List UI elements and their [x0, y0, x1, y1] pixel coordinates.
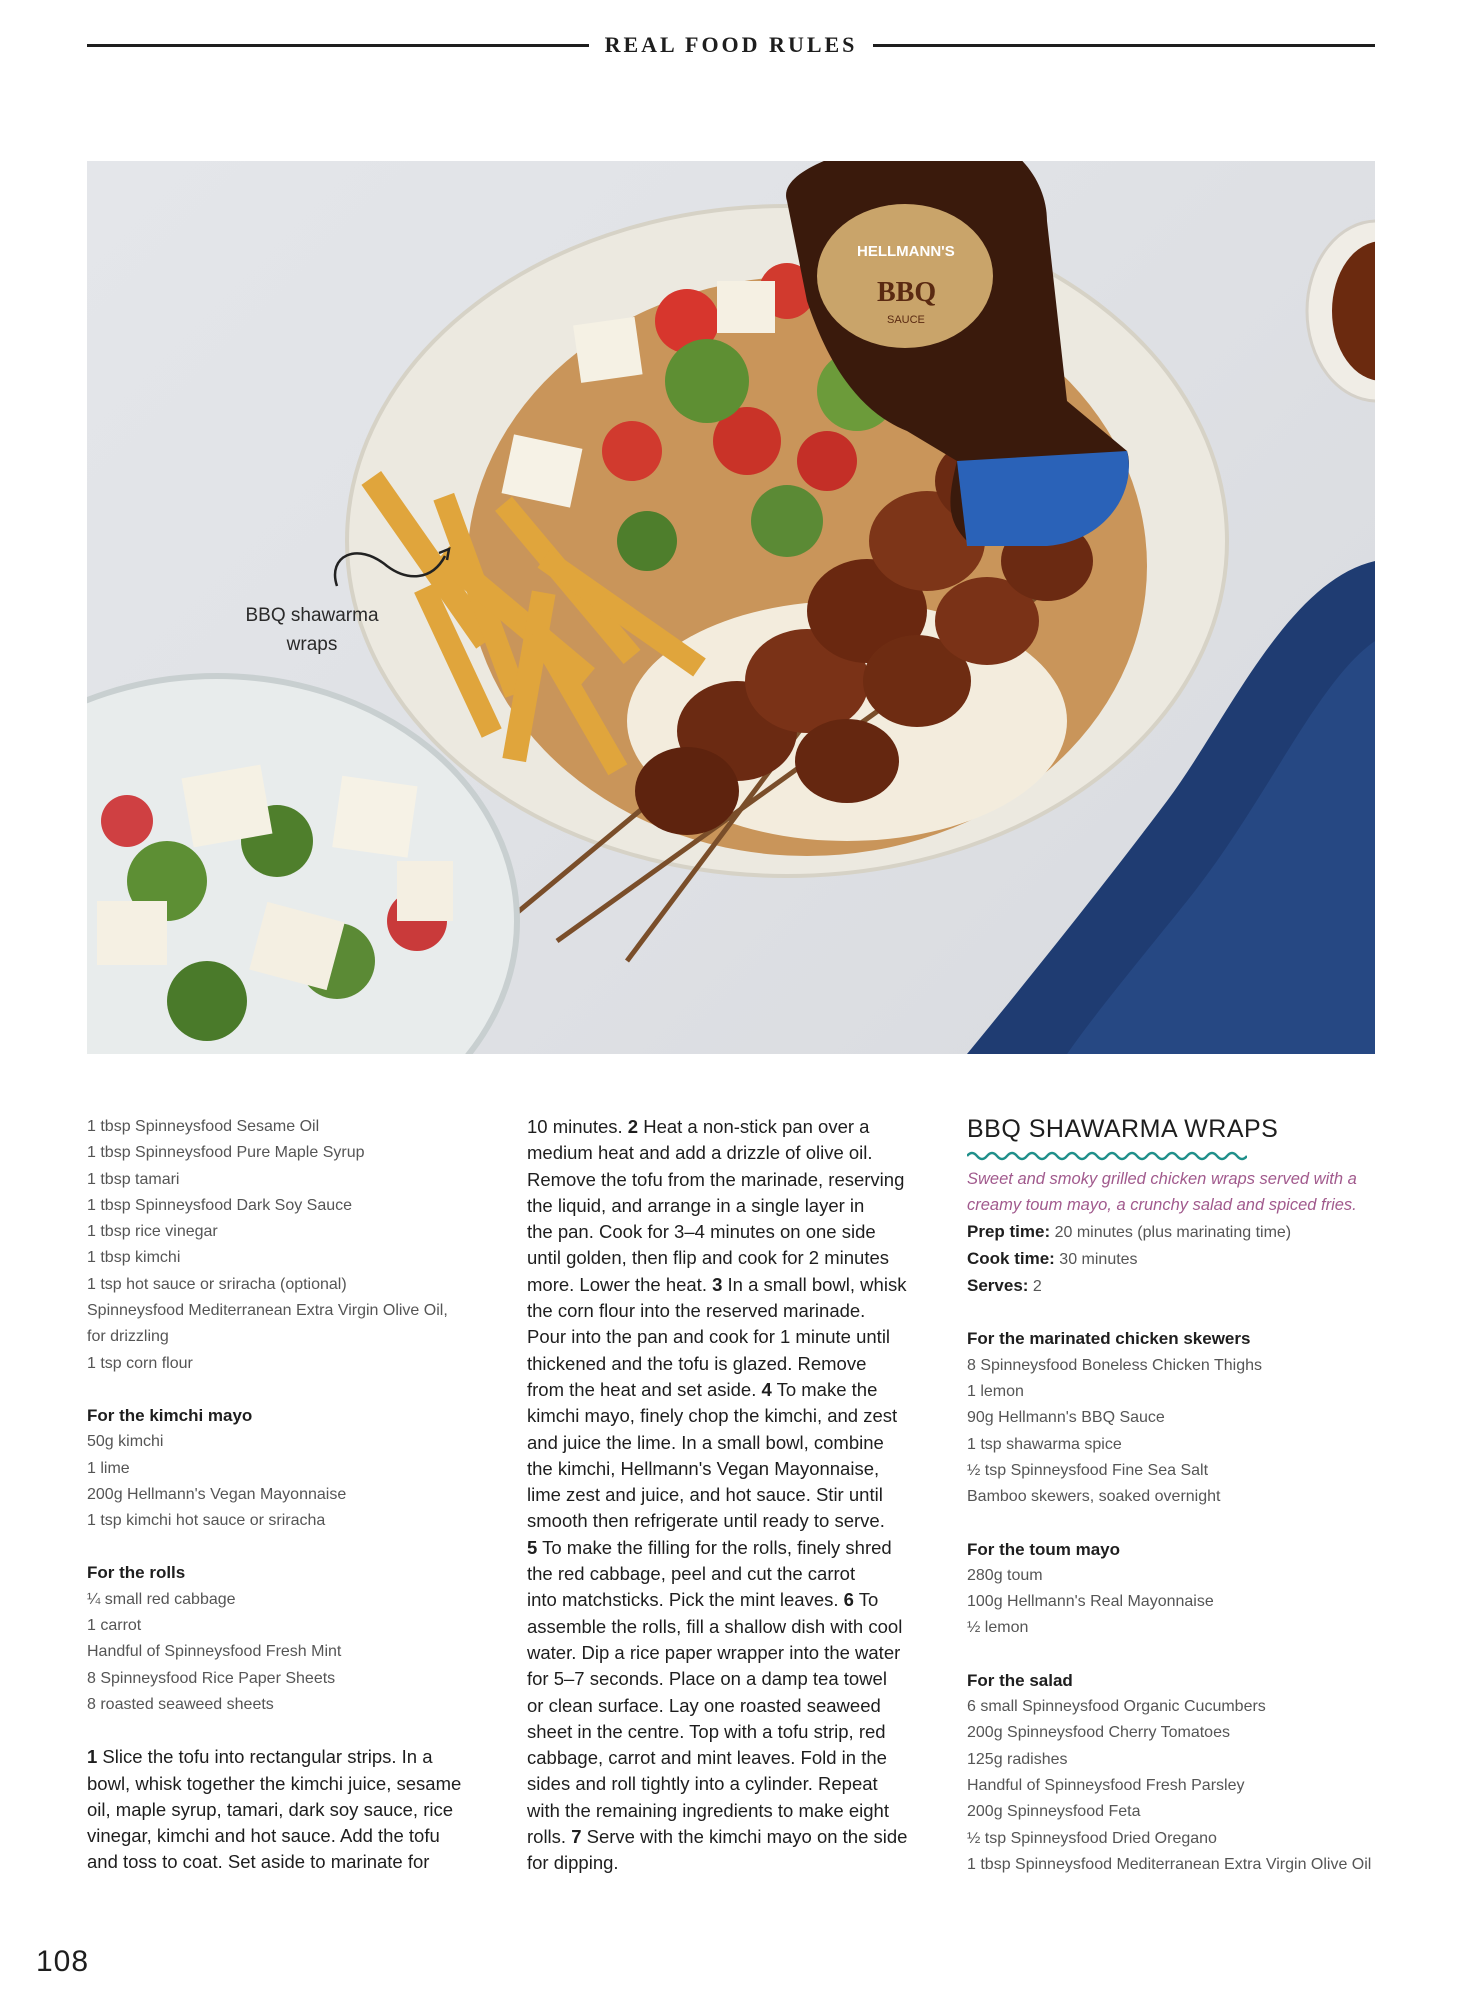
- method-line: [527, 1587, 947, 1613]
- header-rule-left: [87, 44, 589, 47]
- method-line-text: for dipping.: [527, 1852, 619, 1874]
- method-line-text: with the remaining ingredients to make eight: [527, 1799, 889, 1821]
- method-line: [527, 1114, 947, 1140]
- column-middle: [527, 1114, 947, 1877]
- method-line-text: medium heat and add a drizzle of olive oil.: [527, 1142, 873, 1164]
- bottle-sub: SAUCE: [887, 314, 925, 326]
- section-header: [87, 28, 1375, 62]
- prep-time-label: Prep time:: [967, 1221, 1051, 1241]
- method-line: [527, 1219, 947, 1245]
- ingredient-item: ½ lemon: [967, 1619, 1029, 1637]
- ingredient-item: Spinneysfood Mediterranean Extra Virgin Olive Oil,: [87, 1302, 448, 1320]
- method-line: bowl, whisk together the kimchi juice, sesame: [87, 1772, 462, 1794]
- method-line: [527, 1693, 947, 1719]
- method-line-text: and juice the lime. In a small bowl, combine: [527, 1431, 884, 1453]
- method-line-text: more. Lower the heat.: [527, 1273, 713, 1295]
- method-line: [527, 1798, 947, 1824]
- method-line: [527, 1377, 947, 1403]
- salad-heading: For the salad: [967, 1670, 1073, 1690]
- method-text-start: [87, 1744, 487, 1875]
- method-text-continued: [527, 1114, 947, 1877]
- ingredient-item: 1 tsp corn flour: [87, 1354, 193, 1372]
- serves: [967, 1273, 1377, 1300]
- method-line-text: 10 minutes.: [527, 1116, 628, 1137]
- ingredient-item: 90g Hellmann's BBQ Sauce: [967, 1409, 1165, 1427]
- method-line-text: the red cabbage, peel and cut the carrot: [527, 1563, 856, 1585]
- method-line: [527, 1640, 947, 1666]
- cook-time-value: 30 minutes: [1054, 1250, 1138, 1268]
- food-photo: [87, 161, 1375, 1054]
- ingredient-item: ½ tsp Spinneysfood Dried Oregano: [967, 1829, 1217, 1847]
- ingredient-item: for drizzling: [87, 1328, 169, 1346]
- method-line: [87, 1744, 487, 1770]
- ingredient-list-top: [87, 1114, 487, 1377]
- method-line: [527, 1193, 947, 1219]
- ingredient-item: ¼ small red cabbage: [87, 1590, 236, 1608]
- cook-time: [967, 1246, 1377, 1273]
- method-line-text: To make the filling for the rolls, finely shred: [537, 1536, 892, 1558]
- method-line: [527, 1666, 947, 1692]
- method-line-text: thickened and the tofu is glazed. Remove: [527, 1352, 867, 1374]
- ingredient-item: Handful of Spinneysfood Fresh Parsley: [967, 1776, 1245, 1794]
- method-line-text: In a small bowl, whisk: [722, 1273, 907, 1295]
- step-number: 4: [761, 1378, 772, 1400]
- method-line: [527, 1456, 947, 1482]
- method-line: and toss to coat. Set aside to marinate for: [87, 1851, 430, 1873]
- ingredient-item: 200g Spinneysfood Cherry Tomatoes: [967, 1724, 1230, 1742]
- method-line: [527, 1850, 947, 1876]
- prep-time-value: 20 minutes (plus marinating time): [1050, 1223, 1292, 1241]
- method-line-text: kimchi mayo, finely chop the kimchi, and zest: [527, 1405, 898, 1427]
- method-line: [527, 1245, 947, 1271]
- method-line-text: water. Dip a rice paper wrapper into the water: [527, 1641, 901, 1663]
- ingredient-item: 8 Spinneysfood Boneless Chicken Thighs: [967, 1356, 1262, 1374]
- step-number: 2: [627, 1116, 639, 1137]
- method-line-text: Pour into the pan and cook for 1 minute until: [527, 1326, 891, 1348]
- method-line-text: assemble the rolls, fill a shallow dish with cool: [527, 1615, 903, 1637]
- toum-heading: For the toum mayo: [967, 1539, 1121, 1559]
- ingredient-item: 6 small Spinneysfood Organic Cucumbers: [967, 1698, 1266, 1716]
- recipe-description-line: creamy toum mayo, a crunchy salad and spiced fries.: [967, 1196, 1357, 1215]
- serves-value: 2: [1028, 1278, 1042, 1296]
- method-line-text: the kimchi, Hellmann's Vegan Mayonnaise,: [527, 1457, 880, 1479]
- method-line: [527, 1351, 947, 1377]
- ingredient-item: Handful of Spinneysfood Fresh Mint: [87, 1643, 342, 1661]
- step-number: 5: [527, 1536, 538, 1558]
- ingredient-item: 1 tsp kimchi hot sauce or sriracha: [87, 1512, 326, 1530]
- ingredient-item: 1 carrot: [87, 1617, 142, 1635]
- method-line-text: the pan. Cook for 3–4 minutes on one side: [527, 1221, 876, 1243]
- method-line-text: Heat a non-stick pan over a: [638, 1116, 870, 1137]
- method-line: [527, 1140, 947, 1166]
- ingredient-item: 1 tbsp kimchi: [87, 1249, 181, 1267]
- method-line: [527, 1719, 947, 1745]
- ingredient-item: 280g toum: [967, 1566, 1043, 1584]
- step-number: 1: [87, 1746, 98, 1768]
- step-number: 7: [571, 1826, 582, 1848]
- method-line-text: lime zest and juice, and hot sauce. Stir until: [527, 1484, 883, 1506]
- method-line: [527, 1482, 947, 1508]
- header-rule-right: [873, 44, 1375, 47]
- photo-caption: [212, 601, 412, 659]
- chicken-heading: For the marinated chicken skewers: [967, 1329, 1251, 1349]
- ingredient-item: 1 lemon: [967, 1383, 1024, 1401]
- bottle-product: BBQ: [877, 277, 937, 308]
- method-line-text: smooth then refrigerate until ready to serve.: [527, 1510, 885, 1532]
- ingredient-item: 100g Hellmann's Real Mayonnaise: [967, 1593, 1214, 1611]
- ingredient-item: 200g Hellmann's Vegan Mayonnaise: [87, 1485, 347, 1503]
- method-line-text: or clean surface. Lay one roasted seaweed: [527, 1694, 881, 1716]
- wave-divider: [967, 1150, 1247, 1162]
- ingredient-item: 8 roasted seaweed sheets: [87, 1695, 274, 1713]
- ingredient-item: ½ tsp Spinneysfood Fine Sea Salt: [967, 1461, 1209, 1479]
- ingredient-item: 1 lime: [87, 1459, 130, 1477]
- method-line-text: until golden, then flip and cook for 2 minutes: [527, 1247, 890, 1269]
- ingredient-item: 1 tbsp tamari: [87, 1170, 180, 1188]
- method-line: oil, maple syrup, tamari, dark soy sauce, rice: [87, 1798, 454, 1820]
- method-line: [527, 1167, 947, 1193]
- method-line-text: the corn flour into the reserved marinade.: [527, 1300, 866, 1322]
- method-line: [527, 1272, 947, 1298]
- method-line-text: sheet in the centre. Top with a tofu strip, red: [527, 1720, 886, 1742]
- ingredient-item: 1 tsp hot sauce or sriracha (optional): [87, 1275, 347, 1293]
- ingredient-item: 200g Spinneysfood Feta: [967, 1803, 1141, 1821]
- rolls-heading: For the rolls: [87, 1563, 186, 1583]
- method-line-text: sides and roll tightly into a cylinder. Repeat: [527, 1773, 878, 1795]
- prep-time: [967, 1219, 1377, 1246]
- method-line: [527, 1614, 947, 1640]
- kimchi-mayo-heading: For the kimchi mayo: [87, 1405, 253, 1425]
- recipe-title: BBQ SHAWARMA WRAPS: [967, 1115, 1279, 1143]
- method-line-text: for 5–7 seconds. Place on a damp tea towel: [527, 1668, 887, 1690]
- method-line-text: To: [853, 1589, 879, 1611]
- ingredient-item: 1 tbsp rice vinegar: [87, 1223, 218, 1241]
- ingredient-item: 125g radishes: [967, 1750, 1068, 1768]
- method-line: [527, 1561, 947, 1587]
- column-right: [967, 1114, 1377, 1878]
- photo-caption-line: wraps: [286, 634, 338, 655]
- method-line-text: Serve with the kimchi mayo on the side: [581, 1826, 908, 1848]
- ingredient-item: 1 tbsp Spinneysfood Dark Soy Sauce: [87, 1196, 353, 1214]
- ingredient-item: 8 Spinneysfood Rice Paper Sheets: [87, 1669, 336, 1687]
- step-number: 3: [712, 1273, 723, 1295]
- section-title: REAL FOOD RULES: [604, 32, 858, 57]
- method-line-text: the liquid, and arrange in a single layer in: [527, 1194, 865, 1216]
- step-number: 6: [843, 1589, 854, 1611]
- method-line: [527, 1824, 947, 1850]
- serves-label: Serves:: [967, 1276, 1029, 1296]
- method-line: [527, 1430, 947, 1456]
- ingredient-item: 1 tsp shawarma spice: [967, 1435, 1122, 1453]
- method-line-text: Slice the tofu into rectangular strips. In a: [97, 1746, 433, 1768]
- method-line-text: into matchsticks. Pick the mint leaves.: [527, 1589, 844, 1611]
- method-line-text: from the heat and set aside.: [527, 1378, 762, 1400]
- photo-caption-line: BBQ shawarma: [245, 605, 379, 626]
- method-line: [527, 1535, 947, 1561]
- recipe-description-line: Sweet and smoky grilled chicken wraps served with a: [967, 1170, 1357, 1188]
- ingredient-item: 1 tbsp Spinneysfood Pure Maple Syrup: [87, 1144, 365, 1162]
- ingredient-item: 1 tbsp Spinneysfood Sesame Oil: [87, 1118, 320, 1135]
- cook-time-label: Cook time:: [967, 1248, 1055, 1268]
- method-line: [527, 1403, 947, 1429]
- method-line-text: To make the: [771, 1378, 878, 1400]
- method-line: [527, 1771, 947, 1797]
- ingredient-item: Bamboo skewers, soaked overnight: [967, 1488, 1221, 1506]
- method-line-text: Remove the tofu from the marinade, reserving: [527, 1168, 905, 1190]
- ingredient-item: 50g kimchi: [87, 1433, 164, 1451]
- bottle-brand: HELLMANN'S: [857, 243, 955, 260]
- page-number: 108: [36, 1945, 90, 1978]
- method-line: [527, 1324, 947, 1350]
- method-line: [527, 1298, 947, 1324]
- method-line-text: rolls.: [527, 1826, 572, 1848]
- column-left: [87, 1114, 487, 1876]
- ingredient-item: 1 tbsp Spinneysfood Mediterranean Extra Virgin Olive Oil: [967, 1855, 1372, 1873]
- method-line: [527, 1745, 947, 1771]
- method-line: [527, 1508, 947, 1534]
- method-line-text: cabbage, carrot and mint leaves. Fold in the: [527, 1747, 887, 1769]
- method-line: vinegar, kimchi and hot sauce. Add the tofu: [87, 1825, 440, 1847]
